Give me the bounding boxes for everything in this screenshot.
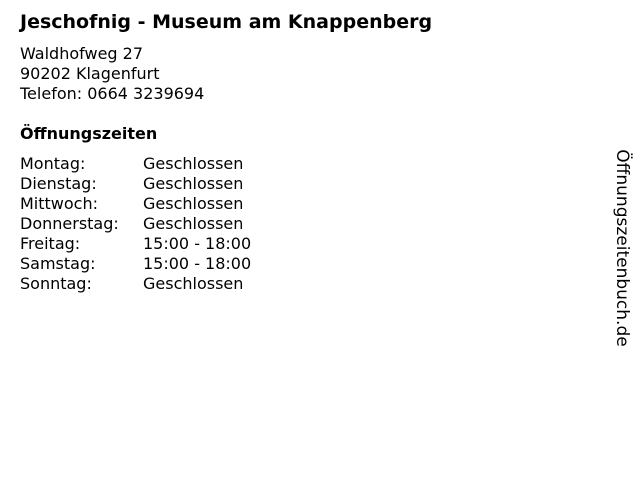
hours-row-wednesday — [20, 194, 251, 214]
business-name: Jeschofnig - Museum am Knappenberg — [20, 11, 433, 33]
day-label: Donnerstag: — [20, 214, 119, 233]
day-label: Samstag: — [20, 254, 96, 273]
hours-value: 15:00 - 18:00 — [143, 254, 252, 273]
hours-value: Geschlossen — [143, 174, 244, 193]
day-label: Freitag: — [20, 234, 81, 253]
street-address: Waldhofweg 27 — [20, 44, 144, 63]
opening-hours-table — [20, 154, 251, 294]
hours-row-tuesday — [20, 174, 251, 194]
hours-value: Geschlossen — [143, 194, 244, 213]
hours-row-sunday — [20, 274, 251, 294]
phone-number: Telefon: 0664 3239694 — [20, 84, 205, 103]
day-label: Montag: — [20, 154, 86, 173]
hours-row-thursday — [20, 214, 251, 234]
hours-value: Geschlossen — [143, 154, 244, 173]
day-label: Dienstag: — [20, 174, 97, 193]
site-watermark: Öffnungszeitenbuch.de — [612, 149, 632, 347]
hours-value: Geschlossen — [143, 214, 244, 233]
address-block — [20, 44, 204, 104]
opening-hours-heading: Öffnungszeiten — [20, 124, 158, 143]
hours-row-saturday — [20, 254, 251, 274]
day-label: Mittwoch: — [20, 194, 98, 213]
hours-row-monday — [20, 154, 251, 174]
hours-value: Geschlossen — [143, 274, 244, 293]
day-label: Sonntag: — [20, 274, 92, 293]
hours-row-friday — [20, 234, 251, 254]
hours-value: 15:00 - 18:00 — [143, 234, 252, 253]
city-address: 90202 Klagenfurt — [20, 64, 160, 83]
